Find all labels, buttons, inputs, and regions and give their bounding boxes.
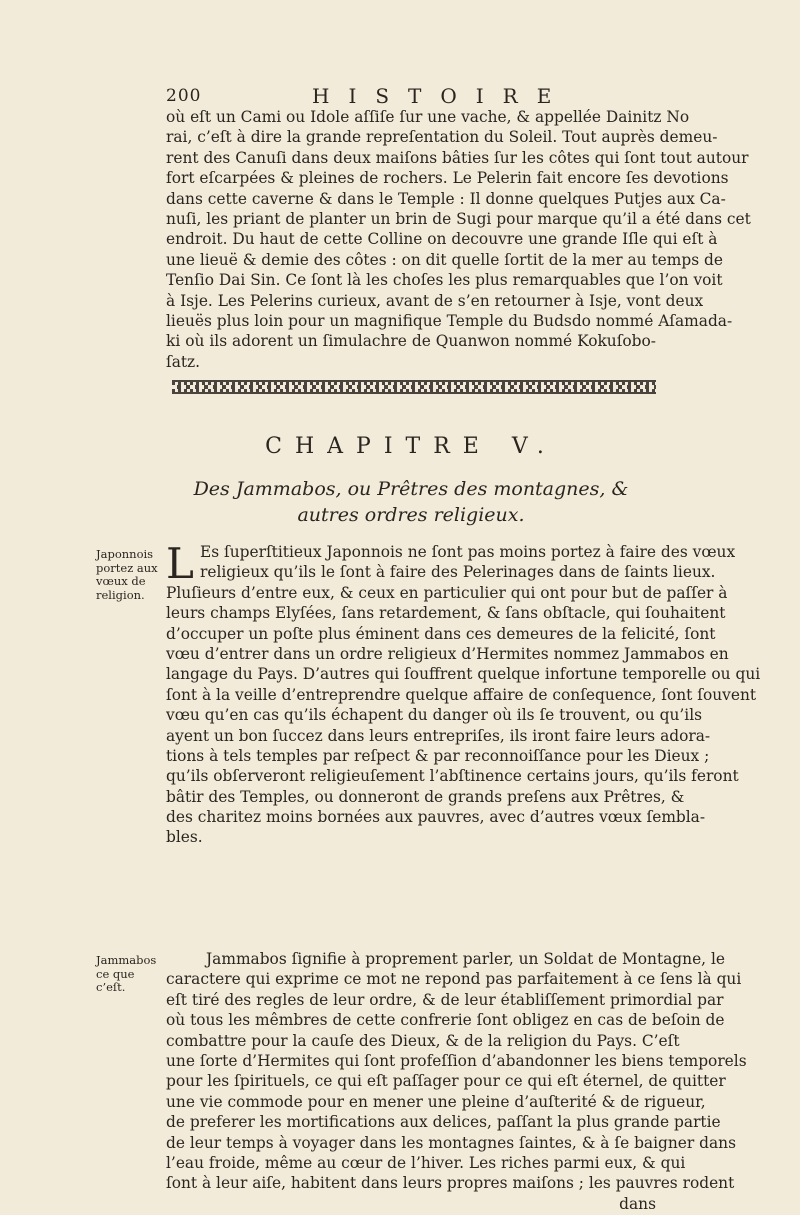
text-line: des charitez moins bornées aux pauvres, avec d’autres vœux ſembla- (166, 808, 706, 827)
margin-note-line: religion. (96, 587, 145, 602)
text-line: Es ſuperſtitieux Japonnois ne ſont pas moins portez à faire des vœux (200, 543, 736, 561)
text-line: où tous les mêmbres de cette confrerie ſont obligez en cas de beſoin de (166, 1011, 725, 1030)
text-line: ſont à la veille d’entreprendre quelque affaire de conſequence, ſont ſouvent (166, 685, 757, 704)
text-line: eſt tiré des regles de leur ordre, & de leur établiſſement primordial par (166, 990, 724, 1009)
text-line: endroit. Du haut de cette Colline on decouvre une grande Iſle qui eſt à (166, 230, 718, 249)
margin-note-line: Japonnois (96, 547, 154, 561)
text-line: vœu d’entrer dans un ordre religieux d’Hermites nommez Jammabos en (166, 644, 729, 663)
margin-note-line: ce que (96, 966, 135, 981)
text-line: nuſi, les priant de planter un brin de Sugi pour marque qu’il a été dans cet (166, 209, 751, 228)
text-line: dans cette caverne & dans le Temple : Il donne quelques Putjes aux Ca- (166, 189, 726, 208)
text-line: qu’ils obſerveront religieuſement l’abſtinence certains jours, qu’ils feront (166, 767, 739, 786)
drop-cap: L (166, 539, 194, 588)
text-line: où eſt un Cami ou Idole aſſiſe ſur une vache, & appellée Dainitz No (166, 108, 690, 126)
catchword: dans (619, 1194, 656, 1213)
page-number: 200 (166, 86, 202, 106)
text-line: de leur temps à voyager dans les montagnes ſaintes, & à ſe baigner dans (166, 1133, 736, 1152)
text-line: bles. (166, 828, 203, 847)
text-line: de preferer les mortifications aux delices, paſſant la plus grande partie (166, 1113, 721, 1132)
chapter-subtitle (166, 476, 656, 528)
text-line: rai, c’eſt à dire la grande repreſentation du Soleil. Tout auprès demeu- (166, 128, 718, 147)
chapter-subtitle-line: Des Jammabos, ou Prêtres des montagnes, & (193, 478, 629, 500)
running-title: HISTOIRE (312, 84, 571, 108)
text-line: lieuës plus loin pour un magnifique Temple du Budsdo nommé Aſamada- (166, 311, 733, 330)
text-line: combattre pour la cauſe des Dieux, & de la religion du Pays. C’eſt (166, 1031, 680, 1050)
margin-note-line: portez aux (96, 560, 158, 575)
paragraph-3 (166, 949, 747, 1214)
text-line: l’eau froide, même au cœur de l’hiver. Les riches parmi eux, & qui (166, 1153, 686, 1172)
text-line: caractere qui exprime ce mot ne repond pas parfaitement à ce ſens là qui (166, 970, 742, 989)
margin-note (96, 954, 162, 995)
text-line: pour les ſpirituels, ce qui eſt paſſager pour ce qui eſt éternel, de quitter (166, 1072, 726, 1091)
ornamental-divider (172, 380, 656, 394)
text-line: une ſorte d’Hermites qui ſont profeſſion d’abandonner les biens temporels (166, 1051, 747, 1070)
text-line: ki où ils adorent un ſimulachre de Quanwon nommé Kokuſobo- (166, 332, 656, 351)
text-line: bâtir des Temples, ou donneront de grands preſens aux Prêtres, & (166, 787, 685, 806)
text-line: une vie commode pour en mener une pleine d’auſterité & de rigueur, (166, 1092, 706, 1111)
margin-note-line: c’eſt. (96, 980, 126, 994)
text-line: Pluſieurs d’entre eux, & ceux en particulier qui ont pour but de paſſer à (166, 583, 728, 602)
text-line: ayent un bon ſuccez dans leurs entrepriſes, ils iront faire leurs adora- (166, 726, 711, 745)
chapter-subtitle-line: autres ordres religieux. (297, 504, 525, 526)
text-line: fort eſcarpées & pleines de rochers. Le Pelerin fait encore ſes devotions (166, 169, 729, 188)
text-line: ſatz. (166, 352, 201, 371)
text-line: Jammabos ſignifie à proprement parler, un Soldat de Montagne, le (206, 950, 725, 968)
paragraph-1 (166, 107, 751, 372)
chapter-title: CHAPITRE V. (265, 434, 557, 459)
text-line: vœu qu’en cas qu’ils échapent du danger où ils ſe trouvent, ou qu’ils (166, 706, 703, 725)
text-line: à Isje. Les Pelerins curieux, avant de s’en retourner à Isje, vont deux (166, 291, 704, 310)
paragraph-2 (166, 539, 761, 848)
text-line: langage du Pays. D’autres qui ſouffrent quelque infortune temporelle ou qui (166, 665, 761, 684)
text-line: religieux qu’ils le ſont à faire des Pelerinages dans de ſaints lieux. (200, 563, 716, 582)
margin-note (96, 548, 162, 602)
text-line: leurs champs Elyſées, ſans retardement, & ſans obſtacle, qui ſouhaitent (166, 604, 726, 623)
text-line: ſont à leur aiſe, habitent dans leurs propres maiſons ; les pauvres rodent (166, 1174, 735, 1193)
text-line: d’occuper un poſte plus éminent dans ces demeures de la felicité, ſont (166, 624, 716, 643)
text-line: rent des Canuſi dans deux maiſons bâties ſur les côtes qui ſont tout autour (166, 148, 749, 167)
margin-note-line: vœux de (96, 574, 146, 588)
text-line: une lieuë & demie des côtes : on dit quelle ſortit de la mer au temps de (166, 250, 723, 269)
margin-note-line: Jammabos (96, 953, 157, 967)
text-line: tions à tels temples par reſpect & par reconnoiſſance pour les Dieux ; (166, 746, 710, 765)
text-line: Tenſio Dai Sin. Ce ſont là les choſes les plus remarquables que l’on voit (166, 271, 723, 290)
